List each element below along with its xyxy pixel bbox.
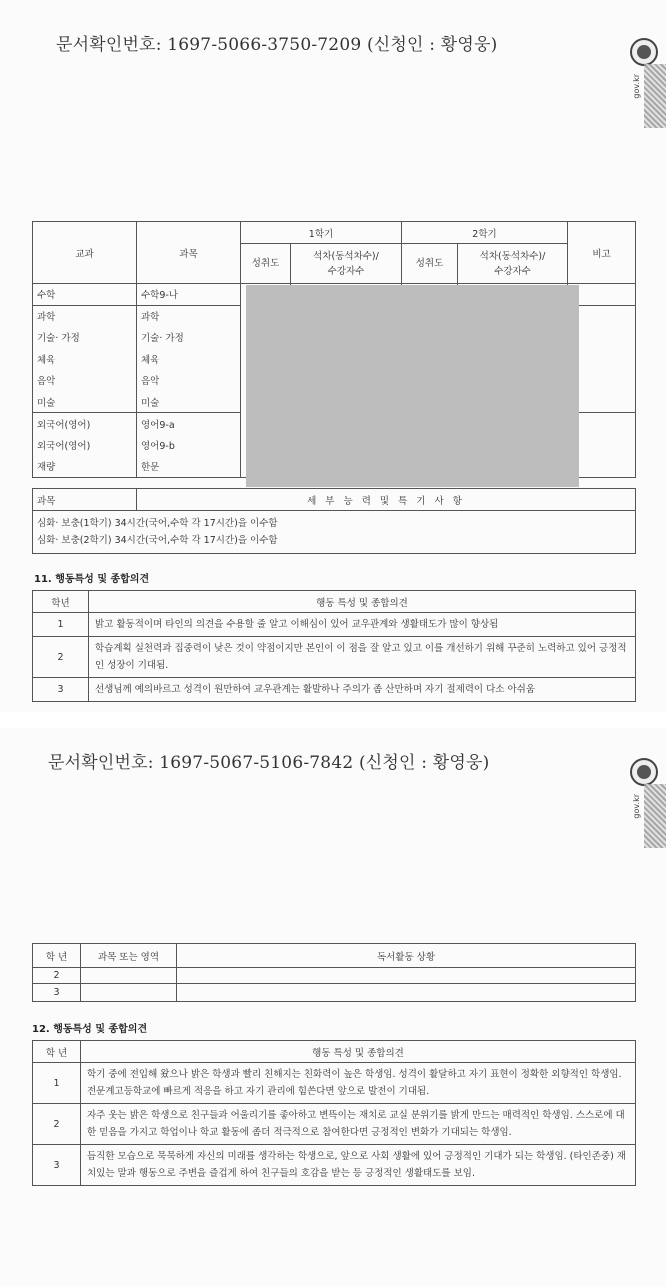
reading-area-header: 과목 또는 영역 — [81, 944, 177, 968]
row-area: 외국어(영어) — [33, 413, 137, 435]
document-id: 문서확인번호: 1697-5066-3750-7209 (신청인 : 황영웅) — [56, 35, 498, 55]
row-course: 영어9-a — [137, 413, 241, 435]
header-rank-1: 석차(동석차수)/ 수강자수 — [291, 244, 402, 284]
gov-seal-qr — [630, 38, 666, 128]
behavior-text: 학기 중에 전입해 왔으나 밝은 학생과 빨리 친해지는 친화력이 높은 학생임. 성격이 활달하고 자기 표현이 정확한 외향적인 학생임. 전문계고등학교에 빠르게 적응을 하고 자기 관리에 힘쓴다면 앞으로 발전이 기대됨. — [81, 1063, 636, 1104]
row-course: 음악 — [137, 370, 241, 392]
table-row — [33, 984, 636, 1002]
gov-label: gov.kr — [632, 794, 641, 819]
behavior-text: 선생님께 예의바르고 성격이 원만하여 교우관계는 활발하나 주의가 좀 산만하며 자기 절제력이 다소 아쉬움 — [89, 678, 636, 702]
reading-status-header: 독서활동 상황 — [177, 944, 636, 968]
page-gap — [0, 712, 666, 728]
row-area: 미술 — [33, 391, 137, 413]
reading-grade-header: 학 년 — [33, 944, 81, 968]
behavior-text: 밝고 활동적이며 타인의 의견을 수용할 줄 알고 이해심이 있어 교우관계와 생활태도가 많이 향상됨 — [89, 613, 636, 637]
qr-code-icon — [644, 64, 666, 128]
row-area: 재량 — [33, 456, 137, 478]
behavior-grade-header: 학 년 — [33, 1041, 81, 1063]
behavior-grade: 2 — [33, 637, 89, 678]
behavior-section-title: 11. 행동특성 및 종합의견 — [34, 574, 150, 585]
behavior-content-header: 행동 특성 및 종합의견 — [89, 591, 636, 613]
special-subject-header: 과목 — [33, 489, 137, 511]
behavior-grade-header: 학년 — [33, 591, 89, 613]
behavior-table — [32, 1040, 636, 1186]
gov-label: gov.kr — [632, 74, 641, 99]
table-row — [33, 613, 636, 637]
table-row — [33, 968, 636, 984]
behavior-text: 학습계획 실천력과 집중력이 낮은 것이 약점이지만 본인이 이 점을 잘 알고 있고 이를 개선하기 위해 꾸준히 노력하고 있어 긍정적인 성장이 기대됨. — [89, 637, 636, 678]
behavior-table — [32, 590, 636, 702]
row-area: 기술· 가정 — [33, 327, 137, 349]
header-semester-2: 2학기 — [402, 222, 568, 244]
header-semester-1: 1학기 — [241, 222, 402, 244]
header-subject-area: 교과 — [33, 222, 137, 284]
row-area: 음악 — [33, 370, 137, 392]
row-area: 수학 — [33, 284, 137, 306]
behavior-grade: 2 — [33, 1104, 81, 1145]
special-abilities-table — [32, 488, 636, 554]
special-line: 심화· 보충(2학기) 34시간(국어,수학 각 17시간)을 이수함 — [37, 535, 278, 546]
behavior-grade: 1 — [33, 1063, 81, 1104]
table-row — [33, 1104, 636, 1145]
behavior-grade: 3 — [33, 678, 89, 702]
row-course: 미술 — [137, 391, 241, 413]
table-row — [33, 678, 636, 702]
row-area: 외국어(영어) — [33, 434, 137, 456]
special-detail-header: 세 부 능 력 및 특 기 사 항 — [137, 489, 636, 511]
qr-code-icon — [644, 784, 666, 848]
row-course: 수학9-나 — [137, 284, 241, 306]
table-row — [33, 1145, 636, 1186]
behavior-section-title: 12. 행동특성 및 종합의견 — [32, 1024, 148, 1035]
behavior-grade: 3 — [33, 1145, 81, 1186]
table-row — [33, 637, 636, 678]
gov-seal-icon — [630, 758, 658, 786]
gov-seal-icon — [630, 38, 658, 66]
reading-grade: 3 — [33, 984, 81, 1002]
behavior-content-header: 행동 특성 및 종합의견 — [81, 1041, 636, 1063]
row-course: 기술· 가정 — [137, 327, 241, 349]
document-id: 문서확인번호: 1697-5067-5106-7842 (신청인 : 황영웅) — [48, 753, 490, 773]
row-course: 영어9-b — [137, 434, 241, 456]
reading-grade: 2 — [33, 968, 81, 984]
table-row — [33, 1063, 636, 1104]
row-course: 체육 — [137, 348, 241, 370]
row-course: 과학 — [137, 305, 241, 327]
redacted-grades-box — [246, 285, 579, 487]
row-area: 과학 — [33, 305, 137, 327]
special-line: 심화· 보충(1학기) 34시간(국어,수학 각 17시간)을 이수함 — [37, 518, 278, 529]
reading-table — [32, 943, 636, 1002]
header-achievement-2: 성취도 — [402, 244, 458, 284]
header-achievement-1: 성취도 — [241, 244, 291, 284]
header-rank-2: 석차(동석차수)/ 수강자수 — [458, 244, 568, 284]
behavior-text: 듬직한 모습으로 묵묵하게 자신의 미래를 생각하는 학생으로, 앞으로 사회 생활에 있어 긍정적인 기대가 되는 학생임. (타인존중) 재치있는 말과 행동으로 주변을 즐겁게 하여 친구들의 호감을 받는 등 긍정적인 생활태도를 보임. — [81, 1145, 636, 1186]
row-area: 체육 — [33, 348, 137, 370]
gov-seal-qr — [630, 758, 666, 848]
behavior-text: 자주 웃는 밝은 학생으로 친구들과 어울리기를 좋아하고 변뜩이는 재치로 교실 분위기를 밝게 만드는 매력적인 학생임. 스스로에 대한 믿음을 가지고 학업이나 학교 활동에 좀더 적극적으로 참여한다면 긍정적인 변화가 기대되는 학생임. — [81, 1104, 636, 1145]
header-course: 과목 — [137, 222, 241, 284]
row-course: 한문 — [137, 456, 241, 478]
behavior-grade: 1 — [33, 613, 89, 637]
record-page-2 — [0, 728, 666, 1286]
header-note: 비고 — [568, 222, 636, 284]
